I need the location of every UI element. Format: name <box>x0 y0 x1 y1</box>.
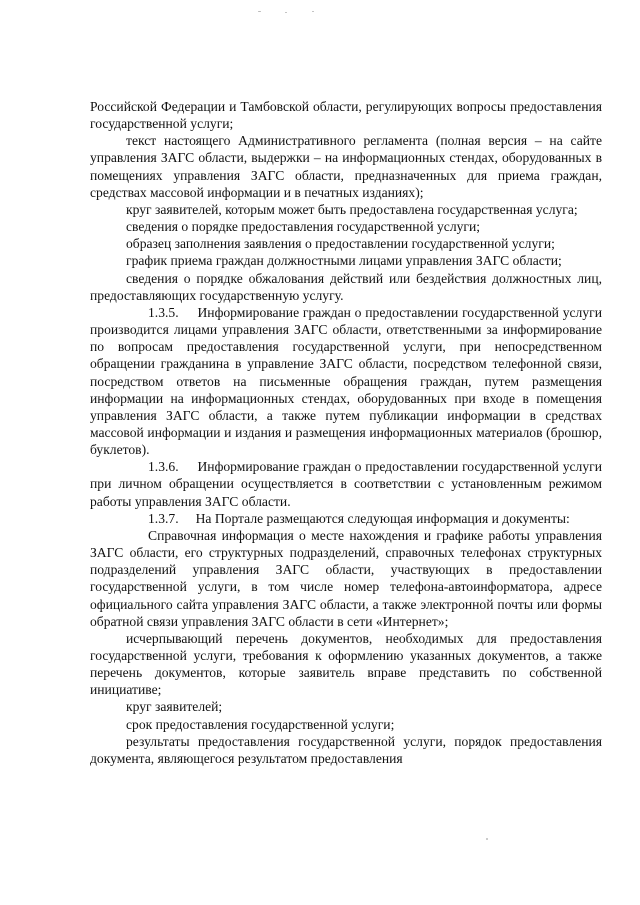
paragraph: круг заявителей; <box>126 699 223 715</box>
scan-speck <box>285 12 287 13</box>
paragraph: сведения о порядке обжалования действий или бездействия должностных лиц, предоставляющих государственную услугу. <box>90 270 602 303</box>
paragraph: график приема граждан должностными лицами управления ЗАГС области; <box>126 253 562 269</box>
paragraph: срок предоставления государственной услуги; <box>126 716 395 732</box>
paragraph: текст настоящего Административного регламента (полная версия – на сайте управления ЗАГС области, выдержки – на информационных стендах, оборудованных в помещениях управления ЗАГС области, предназначенных для приема граждан, средствах массовой информации и в печатных изданиях); <box>90 133 602 200</box>
section-1-3-7: 1.3.7. На Портале размещаются следующая информация и документы: <box>148 510 570 526</box>
scan-speck <box>258 11 261 12</box>
paragraph: Российской Федерации и Тамбовской области, регулирующих вопросы предоставления государственной услуги; <box>90 99 602 132</box>
paragraph: сведения о порядке предоставления государственной услуги; <box>126 219 481 235</box>
paragraph: результаты предоставления государственной услуги, порядок предоставления документа, являющегося результатом предоставления <box>90 733 602 766</box>
paragraph: образец заполнения заявления о предоставлении государственной услуги; <box>126 236 555 252</box>
paragraph: Справочная информация о месте нахождения и графике работы управления ЗАГС области, его структурных подразделений, справочных телефонах структурных подразделений управления ЗАГС области, участвующих в предоставлении государственной услуги, в том числе номер телефона-автоинформатора, адресе официального сайта управления ЗАГС области, а также электронной почты или формы обратной связи управления ЗАГС области в сети «Интернет»; <box>90 527 602 629</box>
section-1-3-5: 1.3.5. Информирование граждан о предоставлении государственной услуги производится лицами управления ЗАГС области, ответственными за информирование по вопросам предоставления государственной услуги, при непосредственном обращении гражданина в управление ЗАГС области, посредством телефонной связи, посредством ответов на письменные обращения граждан, путем размещения информации на информационных стендах, оборудованных при входе в помещения управления ЗАГС области, а также путем публикации информации в средствах массовой информации и издания и размещения информационных материалов (брошюр, буклетов). <box>90 304 602 458</box>
section-1-3-6: 1.3.6. Информирование граждан о предоставлении государственной услуги при личном обращении осуществляется в соответствии с установленным режимом работы управления ЗАГС области. <box>90 459 602 509</box>
scan-speck <box>486 838 488 840</box>
scan-speck <box>312 11 314 12</box>
document-body <box>90 98 602 767</box>
paragraph: круг заявителей, которым может быть предоставлена государственная услуга; <box>126 201 578 217</box>
paragraph: исчерпывающий перечень документов, необходимых для предоставления государственной услуги, требования к оформлению указанных документов, а также перечень документов, которые заявитель вправе представить по собственной инициативе; <box>90 630 602 698</box>
